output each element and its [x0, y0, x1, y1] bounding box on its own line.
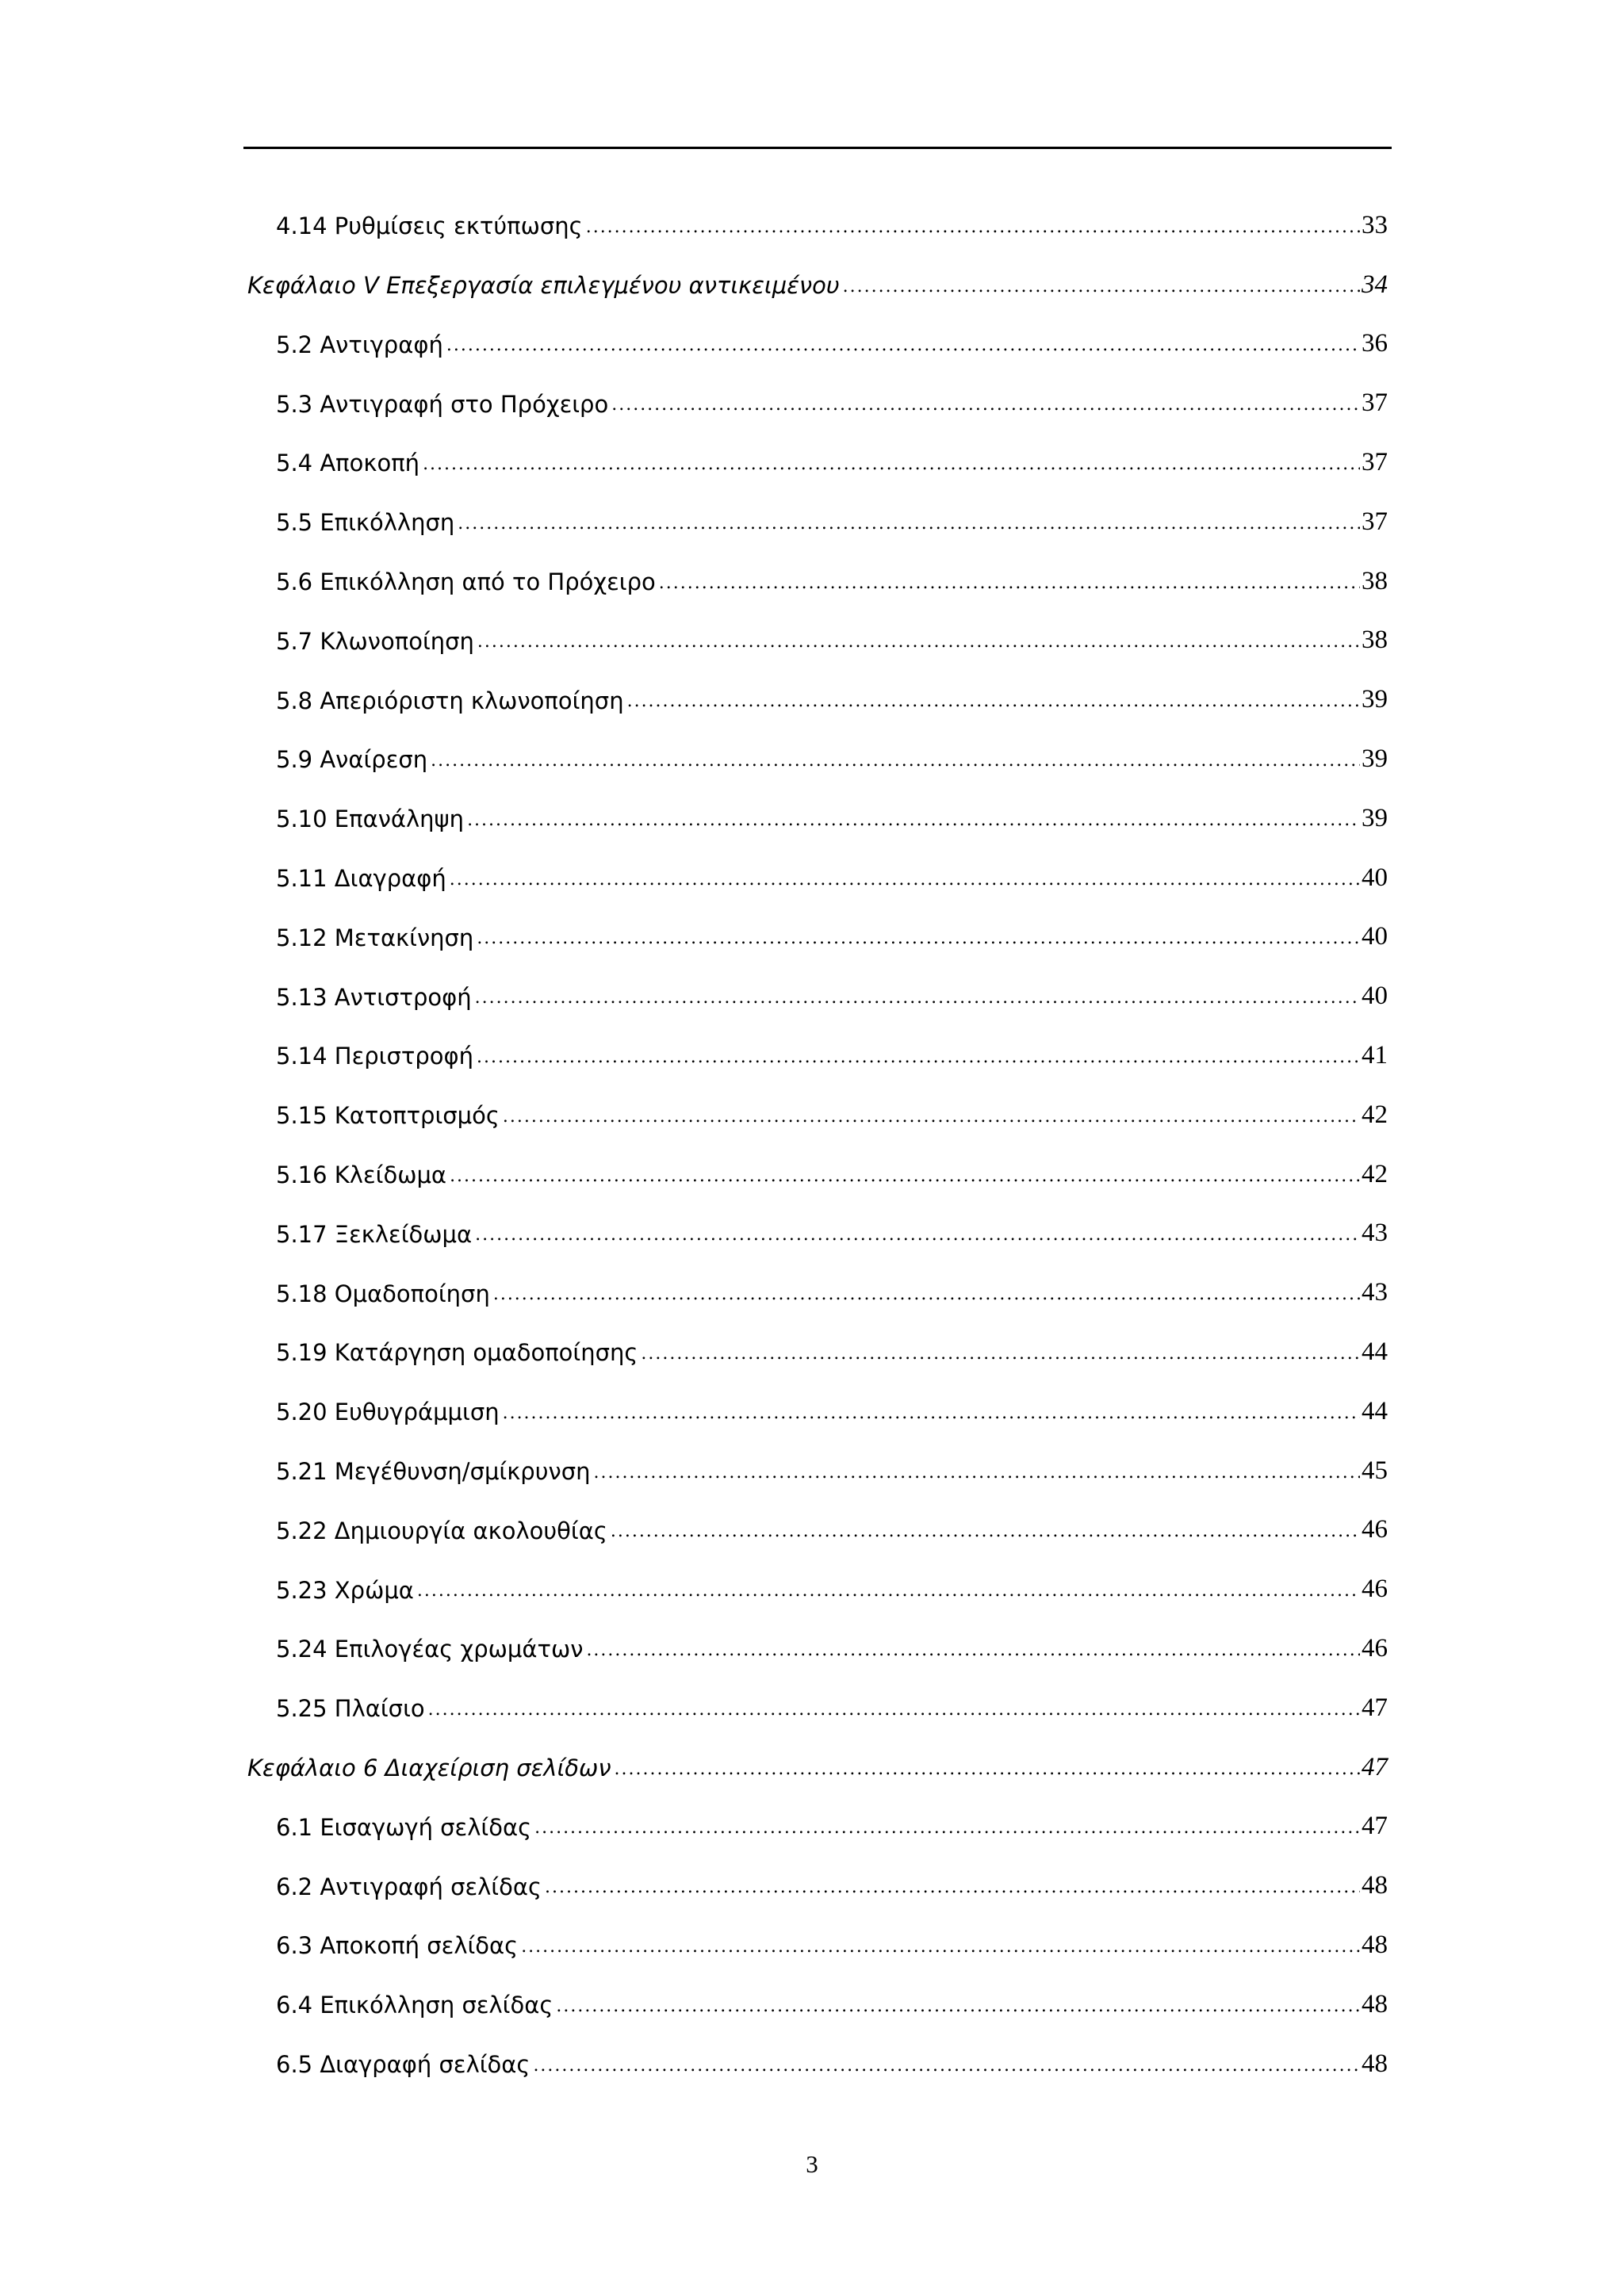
- toc-entry-page: 46: [1362, 1633, 1388, 1663]
- toc-entry-page: 43: [1362, 1278, 1388, 1307]
- toc-entry-page: 34: [1362, 270, 1388, 299]
- toc-entry-page: 40: [1362, 922, 1388, 951]
- toc-entry-title: 5.8 Απεριόριστη κλωνοποίηση: [276, 687, 624, 714]
- toc-entry-title: 6.3 Αποκοπή σελίδας: [276, 1932, 519, 1960]
- toc-entry-page: 44: [1362, 1396, 1388, 1425]
- toc-entry-page: 48: [1362, 1871, 1388, 1900]
- toc-entry-page: 46: [1362, 1515, 1388, 1544]
- toc-entry[interactable]: [247, 429, 1388, 476]
- toc-entry-title: 5.10 Επανάληψη: [276, 806, 465, 833]
- toc-entry-title: 4.14 Ρυθμίσεις εκτύπωσης: [276, 212, 583, 240]
- toc-entry-page: 48: [1362, 1930, 1388, 1959]
- toc-entry-page: 36: [1362, 329, 1388, 358]
- toc-dot-leader: [423, 455, 1360, 474]
- toc-entry[interactable]: [247, 1497, 1388, 1544]
- toc-entry[interactable]: [247, 1556, 1388, 1603]
- toc-entry-page: 37: [1362, 388, 1388, 418]
- toc-entry-title: 5.16 Κλείδωμα: [276, 1161, 447, 1188]
- toc-entry-page: 37: [1362, 507, 1388, 536]
- page-number: 3: [806, 2150, 818, 2178]
- toc-entry-page: 46: [1362, 1575, 1388, 1604]
- toc-entry-page: 47: [1362, 1812, 1388, 1841]
- toc-entry[interactable]: [247, 2030, 1388, 2078]
- toc-entry-page: 44: [1362, 1337, 1388, 1366]
- toc-entry-title: 5.24 Επιλογέας χρωμάτων: [276, 1636, 584, 1663]
- toc-entry[interactable]: [247, 1911, 1388, 1959]
- toc-dot-leader: [556, 1997, 1360, 2016]
- toc-entry-title: 5.17 Ξεκλείδωμα: [276, 1220, 473, 1248]
- toc-dot-leader: [477, 1048, 1360, 1067]
- toc-entry-title: 5.20 Ευθυγράμμιση: [276, 1399, 500, 1426]
- toc-dot-leader: [586, 1641, 1360, 1660]
- toc-entry-page: 42: [1362, 1100, 1388, 1129]
- toc-dot-leader: [615, 1760, 1360, 1779]
- toc-entry[interactable]: [247, 1022, 1388, 1070]
- toc-entry[interactable]: [247, 1674, 1388, 1722]
- toc-dot-leader: [450, 871, 1360, 890]
- toc-dot-leader: [450, 1167, 1360, 1186]
- toc-dot-leader: [534, 1819, 1360, 1838]
- toc-entry-page: 38: [1362, 566, 1388, 595]
- toc-entry[interactable]: [247, 962, 1388, 1010]
- toc-entry-title: 5.14 Περιστροφή: [276, 1043, 473, 1070]
- toc-entry-page: 41: [1362, 1040, 1388, 1070]
- toc-entry[interactable]: [247, 666, 1388, 714]
- header-rule: [243, 147, 1392, 149]
- toc-entry[interactable]: [247, 488, 1388, 536]
- toc-entry[interactable]: [247, 1318, 1388, 1366]
- toc-dot-leader: [503, 1108, 1360, 1127]
- toc-dot-leader: [611, 396, 1360, 415]
- toc-entry-title: 6.4 Επικόλληση σελίδας: [276, 1992, 553, 2019]
- toc-entry-page: 45: [1362, 1456, 1388, 1485]
- toc-entry-title: 5.22 Δημιουργία ακολουθίας: [276, 1517, 607, 1544]
- toc-entry-title: 6.2 Αντιγραφή σελίδας: [276, 1873, 542, 1900]
- toc-entry-title: 5.6 Επικόλληση από το Πρόχειρο: [276, 568, 656, 595]
- toc-entry-title: 5.5 Επικόλληση: [276, 509, 455, 537]
- toc-entry-page: 48: [1362, 2049, 1388, 2078]
- toc-entry[interactable]: [247, 725, 1388, 773]
- toc-entry-title: 5.18 Ομαδοποίηση: [276, 1280, 490, 1307]
- toc-entry-page: 38: [1362, 626, 1388, 655]
- toc-dot-leader: [467, 811, 1360, 830]
- toc-dot-leader: [477, 929, 1360, 948]
- toc-dot-leader: [503, 1404, 1360, 1423]
- toc-entry[interactable]: [247, 785, 1388, 832]
- toc-entry[interactable]: [247, 607, 1388, 655]
- toc-dot-leader: [659, 574, 1360, 593]
- toc-dot-leader: [493, 1285, 1360, 1304]
- toc-entry[interactable]: [247, 369, 1388, 417]
- toc-entry-title: 5.13 Αντιστροφή: [276, 983, 472, 1011]
- toc-entry[interactable]: [247, 1971, 1388, 2019]
- toc-dot-leader: [428, 1701, 1360, 1720]
- toc-dot-leader: [477, 633, 1360, 652]
- toc-entry-page: 48: [1362, 1989, 1388, 2019]
- toc-entry-page: 47: [1362, 1693, 1388, 1722]
- toc-entry[interactable]: [247, 1081, 1388, 1129]
- toc-entry[interactable]: [247, 1437, 1388, 1485]
- toc-dot-leader: [417, 1582, 1360, 1601]
- toc-chapter-entry[interactable]: [247, 251, 1388, 299]
- toc-entry[interactable]: [247, 1615, 1388, 1663]
- toc-entry-title: 5.23 Χρώμα: [276, 1576, 414, 1604]
- toc-entry-page: 39: [1362, 744, 1388, 773]
- toc-entry-title: 5.4 Αποκοπή: [276, 450, 420, 477]
- toc-dot-leader: [533, 2057, 1360, 2076]
- toc-entry[interactable]: [247, 1141, 1388, 1188]
- toc-entry-title: 5.21 Μεγέθυνση/σμίκρυνση: [276, 1457, 591, 1485]
- toc-dot-leader: [521, 1938, 1360, 1957]
- toc-entry-page: 40: [1362, 863, 1388, 892]
- toc-entry[interactable]: [247, 1200, 1388, 1248]
- toc-entry[interactable]: [247, 311, 1388, 358]
- toc-dot-leader: [641, 1345, 1360, 1364]
- toc-entry-title: 5.2 Αντιγραφή: [276, 331, 443, 358]
- toc-entry[interactable]: [247, 548, 1388, 595]
- toc-entry-title: Κεφάλαιο 6 Διαχείριση σελίδων: [247, 1754, 611, 1781]
- toc-entry-page: 42: [1362, 1159, 1388, 1188]
- toc-dot-leader: [611, 1522, 1360, 1541]
- toc-entry[interactable]: [247, 1378, 1388, 1425]
- toc-dot-leader: [586, 218, 1360, 237]
- toc-entry-title: 5.25 Πλαίσιο: [276, 1695, 425, 1723]
- toc-dot-leader: [545, 1878, 1360, 1897]
- toc-entry[interactable]: [247, 1852, 1388, 1900]
- toc-entry-page: 43: [1362, 1219, 1388, 1248]
- toc-entry-title: 6.5 Διαγραφή σελίδας: [276, 2050, 530, 2078]
- toc-entry-title: 5.19 Κατάργηση ομαδοποίησης: [276, 1339, 638, 1367]
- toc-entry-page: 33: [1362, 210, 1388, 239]
- toc-dot-leader: [627, 692, 1360, 711]
- toc-entry-page: 47: [1362, 1752, 1388, 1781]
- toc-dot-leader: [446, 336, 1360, 355]
- toc-entry[interactable]: [247, 844, 1388, 892]
- toc-entry[interactable]: [247, 1259, 1388, 1307]
- toc-entry-title: 5.11 Διαγραφή: [276, 864, 446, 892]
- toc-entry-title: 5.9 Αναίρεση: [276, 746, 428, 774]
- toc-chapter-entry[interactable]: [247, 1734, 1388, 1781]
- toc-entry-page: 39: [1362, 685, 1388, 714]
- toc-dot-leader: [843, 277, 1360, 297]
- toc-entry-page: 37: [1362, 447, 1388, 476]
- toc-dot-leader: [431, 752, 1360, 771]
- toc-entry[interactable]: [247, 1793, 1388, 1841]
- toc-entry[interactable]: [247, 192, 1388, 239]
- toc-entry[interactable]: [247, 904, 1388, 951]
- toc-entry-title: 5.3 Αντιγραφή στο Πρόχειρο: [276, 390, 609, 418]
- toc-dot-leader: [475, 1226, 1360, 1245]
- toc-entry-title: 5.7 Κλωνοποίηση: [276, 627, 474, 655]
- toc-dot-leader: [593, 1464, 1360, 1483]
- toc-dot-leader: [475, 989, 1360, 1008]
- toc-entry-title: 6.1 Εισαγωγή σελίδας: [276, 1813, 532, 1841]
- toc-entry-page: 39: [1362, 803, 1388, 832]
- toc-entry-title: Κεφάλαιο V Επεξεργασία επιλεγμένου αντικειμένου: [247, 271, 840, 299]
- toc-entry-title: 5.15 Κατοπτρισμός: [276, 1102, 500, 1130]
- toc-entry-page: 40: [1362, 982, 1388, 1011]
- toc-dot-leader: [458, 515, 1360, 534]
- toc-entry-title: 5.12 Μετακίνηση: [276, 924, 474, 951]
